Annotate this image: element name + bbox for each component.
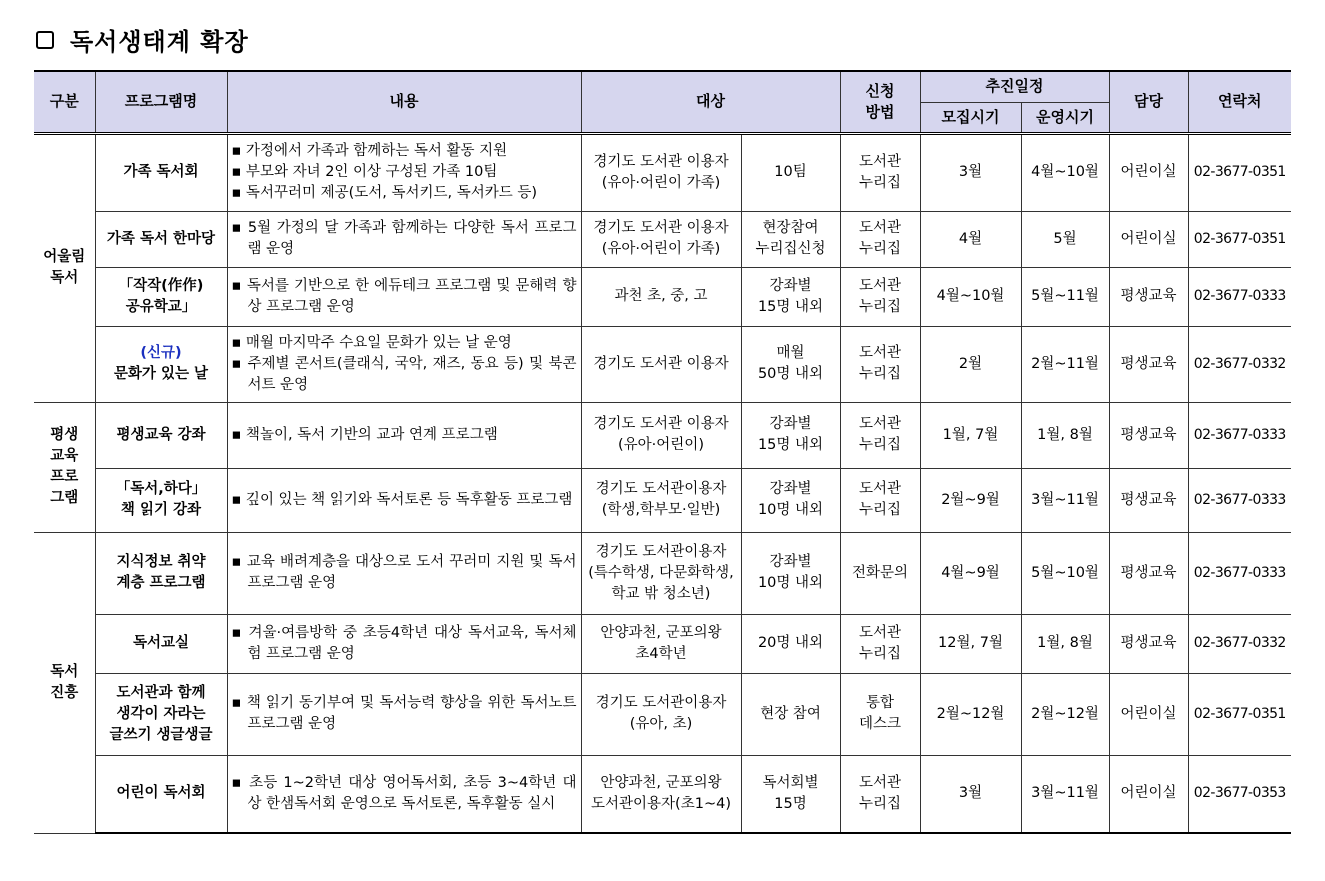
- header-contact: 연락처: [1188, 71, 1291, 133]
- table-row: [34, 614, 1291, 673]
- target-cell: 경기도 도서관이용자 (유아, 초): [581, 673, 741, 755]
- content-line: ▪ 주제별 콘서트(클래식, 국악, 재즈, 동요 등) 및 북콘서트 운영: [231, 355, 577, 393]
- content-cell: [227, 133, 581, 211]
- section-title: 독서생태계 확장: [70, 28, 249, 56]
- table-row: [34, 211, 1291, 267]
- content-cell: [227, 755, 581, 833]
- content-line: ▪ 독서꾸러미 제공(도서, 독서키드, 독서카드 등): [231, 185, 538, 201]
- target-cell: 경기도 도서관이용자 (특수학생, 다문화학생, 학교 밖 청소년): [581, 532, 741, 614]
- program-name: 가족 독서 한마당: [95, 211, 227, 267]
- content-line: ▪ 매월 마지막주 수요일 문화가 있는 날 운영: [231, 334, 512, 351]
- operate-cell: 1월, 8월: [1021, 614, 1109, 673]
- capacity-cell: 현장참여 누리집신청: [741, 211, 840, 267]
- apply-cell: 도서관 누리집: [840, 211, 920, 267]
- apply-cell: 통합 데스크: [840, 673, 920, 755]
- header-content: 내용: [227, 71, 581, 133]
- contact-cell: 02-3677-0333: [1188, 468, 1291, 532]
- header-program: 프로그램명: [95, 71, 227, 133]
- recruit-cell: 4월~9월: [920, 532, 1021, 614]
- content-cell: [227, 402, 581, 468]
- table-row: [34, 133, 1291, 211]
- operate-cell: 5월~11월: [1021, 267, 1109, 326]
- recruit-cell: 4월~10월: [920, 267, 1021, 326]
- content-line: ▪ 깊이 있는 책 읽기와 독서토론 등 독후활동 프로그램: [231, 491, 573, 508]
- manager-cell: 어린이실: [1109, 673, 1188, 755]
- header-operate: 운영시기: [1021, 102, 1109, 133]
- program-name: 지식정보 취약 계층 프로그램: [95, 532, 227, 614]
- table-row: [34, 673, 1291, 755]
- manager-cell: 평생교육: [1109, 402, 1188, 468]
- target-cell: 경기도 도서관 이용자 (유아·어린이 가족): [581, 133, 741, 211]
- capacity-cell: 매월 50명 내외: [741, 326, 840, 402]
- table-row: [34, 755, 1291, 833]
- apply-cell: 도서관 누리집: [840, 267, 920, 326]
- operate-cell: 4월~10월: [1021, 133, 1109, 211]
- capacity-cell: 10팀: [741, 133, 840, 211]
- recruit-cell: 4월: [920, 211, 1021, 267]
- header-target: 대상: [581, 71, 840, 133]
- table-row: [34, 468, 1291, 532]
- contact-cell: 02-3677-0332: [1188, 326, 1291, 402]
- content-cell: [227, 326, 581, 402]
- content-line: ▪ 책놀이, 독서 기반의 교과 연계 프로그램: [231, 426, 498, 443]
- content-line: ▪ 가정에서 가족과 함께하는 독서 활동 지원: [231, 143, 508, 159]
- apply-cell: 도서관 누리집: [840, 468, 920, 532]
- operate-cell: 3월~11월: [1021, 755, 1109, 833]
- recruit-cell: 2월~9월: [920, 468, 1021, 532]
- checkbox-square-icon: [36, 31, 54, 49]
- manager-cell: 평생교육: [1109, 532, 1188, 614]
- operate-cell: 2월~11월: [1021, 326, 1109, 402]
- header-apply: 신청 방법: [840, 71, 920, 133]
- target-cell: 경기도 도서관 이용자 (유아·어린이 가족): [581, 211, 741, 267]
- target-cell: 과천 초, 중, 고: [581, 267, 741, 326]
- recruit-cell: 3월: [920, 755, 1021, 833]
- program-name: 어린이 독서회: [95, 755, 227, 833]
- contact-cell: 02-3677-0351: [1188, 673, 1291, 755]
- recruit-cell: 3월: [920, 133, 1021, 211]
- apply-cell: 전화문의: [840, 532, 920, 614]
- apply-cell: 도서관 누리집: [840, 614, 920, 673]
- recruit-cell: 2월~12월: [920, 673, 1021, 755]
- header-recruit: 모집시기: [920, 102, 1021, 133]
- section-heading: [36, 22, 249, 57]
- header-schedule: 추진일정: [920, 71, 1109, 102]
- apply-cell: 도서관 누리집: [840, 402, 920, 468]
- header-manager: 담당: [1109, 71, 1188, 133]
- operate-cell: 5월~10월: [1021, 532, 1109, 614]
- manager-cell: 평생교육: [1109, 326, 1188, 402]
- new-badge: (신규): [140, 345, 182, 361]
- capacity-cell: 강좌별 15명 내외: [741, 267, 840, 326]
- content-cell: [227, 673, 581, 755]
- table-row: [34, 267, 1291, 326]
- recruit-cell: 1월, 7월: [920, 402, 1021, 468]
- operate-cell: 1월, 8월: [1021, 402, 1109, 468]
- contact-cell: 02-3677-0332: [1188, 614, 1291, 673]
- contact-cell: 02-3677-0353: [1188, 755, 1291, 833]
- apply-cell: 도서관 누리집: [840, 133, 920, 211]
- recruit-cell: 12월, 7월: [920, 614, 1021, 673]
- capacity-cell: 현장 참여: [741, 673, 840, 755]
- program-name: 평생교육 강좌: [95, 402, 227, 468]
- apply-cell: 도서관 누리집: [840, 755, 920, 833]
- content-line: ▪ 5월 가정의 달 가족과 함께하는 다양한 독서 프로그램 운영: [231, 220, 577, 257]
- capacity-cell: 강좌별 10명 내외: [741, 532, 840, 614]
- operate-cell: 3월~11월: [1021, 468, 1109, 532]
- contact-cell: 02-3677-0333: [1188, 402, 1291, 468]
- capacity-cell: 독서회별 15명: [741, 755, 840, 833]
- content-line: ▪ 책 읽기 동기부여 및 독서능력 향상을 위한 독서노트 프로그램 운영: [231, 695, 577, 732]
- contact-cell: 02-3677-0333: [1188, 267, 1291, 326]
- table-row: [34, 532, 1291, 614]
- contact-cell: 02-3677-0333: [1188, 532, 1291, 614]
- table-row: [34, 326, 1291, 402]
- content-line: ▪ 교육 배려계층을 대상으로 도서 꾸러미 지원 및 독서프로그램 운영: [231, 554, 577, 591]
- program-name-cell: [95, 326, 227, 402]
- program-name: 「작작(作作) 공유학교」: [95, 267, 227, 326]
- content-cell: [227, 267, 581, 326]
- contact-cell: 02-3677-0351: [1188, 133, 1291, 211]
- content-line: ▪ 초등 1~2학년 대상 영어독서회, 초등 3~4학년 대상 한샘독서회 운영으로 독서토론, 독후활동 실시: [231, 774, 577, 812]
- manager-cell: 평생교육: [1109, 614, 1188, 673]
- target-cell: 경기도 도서관이용자 (학생,학부모·일반): [581, 468, 741, 532]
- program-table: [34, 70, 1291, 834]
- capacity-cell: 강좌별 10명 내외: [741, 468, 840, 532]
- target-cell: 경기도 도서관 이용자: [581, 326, 741, 402]
- manager-cell: 평생교육: [1109, 468, 1188, 532]
- table-row: [34, 402, 1291, 468]
- content-line: ▪ 독서를 기반으로 한 에듀테크 프로그램 및 문해력 향상 프로그램 운영: [231, 277, 577, 315]
- group-cell: 독서 진흥: [34, 532, 95, 833]
- manager-cell: 어린이실: [1109, 211, 1188, 267]
- operate-cell: 2월~12월: [1021, 673, 1109, 755]
- header-group: 구분: [34, 71, 95, 133]
- capacity-cell: 20명 내외: [741, 614, 840, 673]
- content-cell: [227, 211, 581, 267]
- operate-cell: 5월: [1021, 211, 1109, 267]
- target-cell: 안양과천, 군포의왕 초4학년: [581, 614, 741, 673]
- program-name: 도서관과 함께 생각이 자라는 글쓰기 생글생글: [95, 673, 227, 755]
- content-line: ▪ 부모와 자녀 2인 이상 구성된 가족 10팀: [231, 164, 498, 180]
- program-name: 「독서,하다」 책 읽기 강좌: [95, 468, 227, 532]
- contact-cell: 02-3677-0351: [1188, 211, 1291, 267]
- content-cell: [227, 532, 581, 614]
- apply-cell: 도서관 누리집: [840, 326, 920, 402]
- content-cell: [227, 468, 581, 532]
- program-name: 가족 독서회: [95, 133, 227, 211]
- manager-cell: 평생교육: [1109, 267, 1188, 326]
- capacity-cell: 강좌별 15명 내외: [741, 402, 840, 468]
- content-cell: [227, 614, 581, 673]
- target-cell: 경기도 도서관 이용자 (유아·어린이): [581, 402, 741, 468]
- group-cell: 평생 교육 프로 그램: [34, 402, 95, 532]
- target-cell: 안양과천, 군포의왕 도서관이용자(초1~4): [581, 755, 741, 833]
- manager-cell: 어린이실: [1109, 133, 1188, 211]
- recruit-cell: 2월: [920, 326, 1021, 402]
- program-name: 독서교실: [95, 614, 227, 673]
- group-cell: 어울림 독서: [34, 133, 95, 402]
- content-line: ▪ 겨울·여름방학 중 초등4학년 대상 독서교육, 독서체험 프로그램 운영: [231, 624, 577, 662]
- program-name: 문화가 있는 날: [113, 366, 209, 382]
- manager-cell: 어린이실: [1109, 755, 1188, 833]
